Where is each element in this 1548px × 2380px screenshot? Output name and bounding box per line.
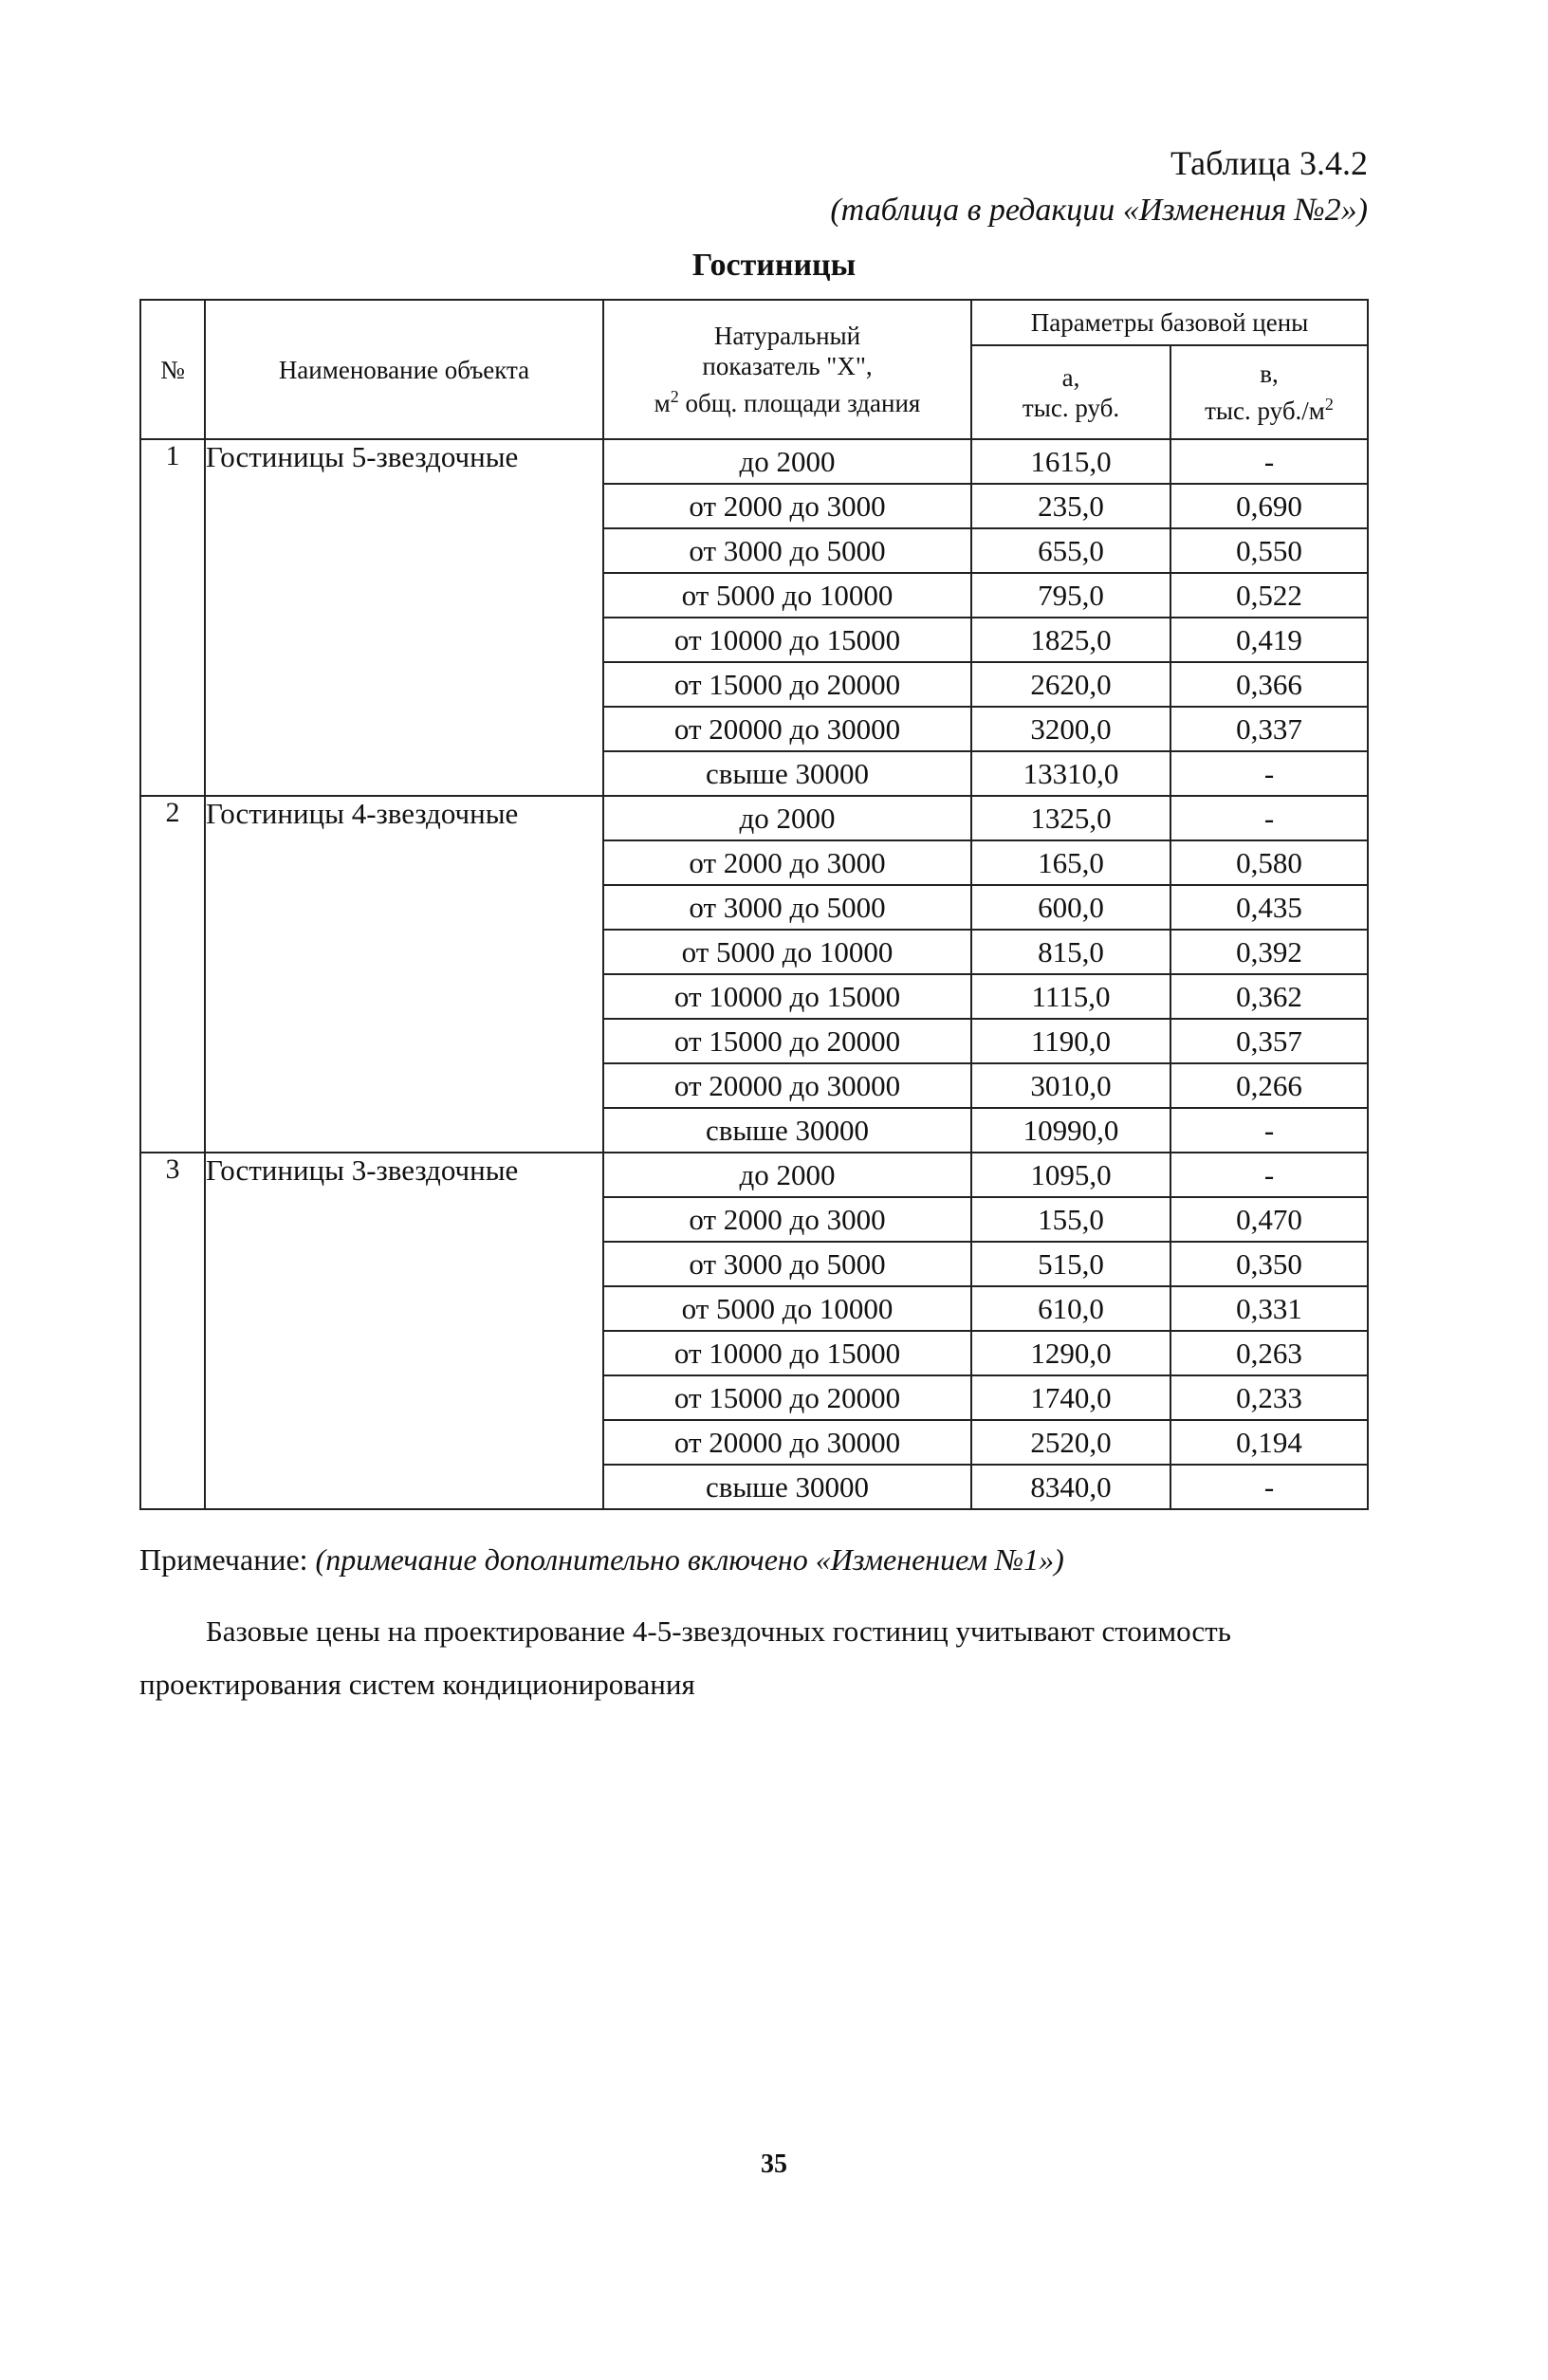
indicator-range: от 10000 до 15000 xyxy=(603,974,971,1019)
page-number: 35 xyxy=(761,2149,787,2179)
param-b-value: 0,331 xyxy=(1170,1286,1368,1331)
row-number: 1 xyxy=(140,439,205,796)
param-b-value: 0,550 xyxy=(1170,528,1368,573)
header-number: № xyxy=(140,300,205,439)
param-b-value: 0,357 xyxy=(1170,1019,1368,1063)
param-b-value: 0,419 xyxy=(1170,618,1368,662)
indicator-range: от 10000 до 15000 xyxy=(603,618,971,662)
object-name: Гостиницы 3-звездочные xyxy=(205,1153,603,1509)
header-object-name: Наименование объекта xyxy=(205,300,603,439)
indicator-range: от 15000 до 20000 xyxy=(603,1019,971,1063)
note-label-text: Примечание: xyxy=(139,1542,316,1577)
header-param-a-line1: а, xyxy=(1061,362,1080,392)
param-a-value: 1115,0 xyxy=(971,974,1170,1019)
indicator-range: от 15000 до 20000 xyxy=(603,1375,971,1420)
indicator-range: от 2000 до 3000 xyxy=(603,840,971,885)
param-b-value: 0,392 xyxy=(1170,930,1368,974)
param-b-value: 0,580 xyxy=(1170,840,1368,885)
table-title: Гостиницы xyxy=(691,248,857,283)
indicator-range: до 2000 xyxy=(603,796,971,840)
header-natural-indicator xyxy=(603,300,971,439)
header-param-b-sup: 2 xyxy=(1324,395,1334,414)
table-row xyxy=(140,1153,1368,1197)
indicator-range: от 20000 до 30000 xyxy=(603,707,971,751)
indicator-range: от 20000 до 30000 xyxy=(603,1063,971,1108)
indicator-range: свыше 30000 xyxy=(603,1108,971,1153)
param-b-value: 0,470 xyxy=(1170,1197,1368,1242)
param-a-value: 1095,0 xyxy=(971,1153,1170,1197)
table-edition-note: (таблица в редакции «Изменения №2») xyxy=(830,193,1368,228)
param-b-value: 0,350 xyxy=(1170,1242,1368,1286)
header-indicator-unit-sup: 2 xyxy=(670,387,679,406)
param-b-value: 0,194 xyxy=(1170,1420,1368,1465)
indicator-range: от 15000 до 20000 xyxy=(603,662,971,707)
table-body xyxy=(140,439,1368,1509)
param-a-value: 13310,0 xyxy=(971,751,1170,796)
param-a-value: 165,0 xyxy=(971,840,1170,885)
header-param-b-line2: тыс. руб./м xyxy=(1205,397,1325,425)
header-param-b-line1: в, xyxy=(1260,360,1279,388)
param-a-value: 1615,0 xyxy=(971,439,1170,484)
param-a-value: 655,0 xyxy=(971,528,1170,573)
object-name: Гостиницы 4-звездочные xyxy=(205,796,603,1153)
param-b-value: - xyxy=(1170,439,1368,484)
indicator-range: от 3000 до 5000 xyxy=(603,1242,971,1286)
param-a-value: 1825,0 xyxy=(971,618,1170,662)
param-b-value: - xyxy=(1170,1108,1368,1153)
indicator-range: свыше 30000 xyxy=(603,1465,971,1509)
header-param-a xyxy=(971,345,1170,439)
param-a-value: 10990,0 xyxy=(971,1108,1170,1153)
param-b-value: - xyxy=(1170,796,1368,840)
header-indicator-line1: Натуральный xyxy=(713,322,861,350)
row-number: 2 xyxy=(140,796,205,1153)
table-row xyxy=(140,796,1368,840)
note-label xyxy=(139,1539,1064,1580)
param-b-value: - xyxy=(1170,1153,1368,1197)
param-b-value: - xyxy=(1170,751,1368,796)
indicator-range: от 5000 до 10000 xyxy=(603,930,971,974)
param-b-value: 0,233 xyxy=(1170,1375,1368,1420)
param-a-value: 3010,0 xyxy=(971,1063,1170,1108)
param-a-value: 815,0 xyxy=(971,930,1170,974)
header-param-a-line2: тыс. руб. xyxy=(1022,393,1120,422)
indicator-range: до 2000 xyxy=(603,439,971,484)
param-a-value: 795,0 xyxy=(971,573,1170,618)
object-name: Гостиницы 5-звездочные xyxy=(205,439,603,796)
header-indicator-line2: показатель "Х", xyxy=(702,352,873,380)
row-number: 3 xyxy=(140,1153,205,1509)
note-label-italic: (примечание дополнительно включено «Изменением №1») xyxy=(315,1542,1064,1577)
param-b-value: 0,435 xyxy=(1170,885,1368,930)
indicator-range: от 2000 до 3000 xyxy=(603,484,971,528)
indicator-range: до 2000 xyxy=(603,1153,971,1197)
param-a-value: 1325,0 xyxy=(971,796,1170,840)
param-b-value: 0,522 xyxy=(1170,573,1368,618)
param-b-value: 0,266 xyxy=(1170,1063,1368,1108)
table-header xyxy=(140,300,1368,439)
indicator-range: от 3000 до 5000 xyxy=(603,528,971,573)
header-indicator-line3: общ. площади здания xyxy=(678,389,921,417)
indicator-range: от 3000 до 5000 xyxy=(603,885,971,930)
param-a-value: 610,0 xyxy=(971,1286,1170,1331)
param-a-value: 600,0 xyxy=(971,885,1170,930)
param-a-value: 1290,0 xyxy=(971,1331,1170,1375)
note-text: Базовые цены на проектирование 4-5-звездочных гостиниц учитывают стоимость проектирования систем кондиционирования xyxy=(139,1614,1231,1701)
price-table xyxy=(139,299,1369,1510)
param-b-value: 0,337 xyxy=(1170,707,1368,751)
param-a-value: 3200,0 xyxy=(971,707,1170,751)
param-a-value: 1740,0 xyxy=(971,1375,1170,1420)
param-a-value: 2520,0 xyxy=(971,1420,1170,1465)
param-a-value: 2620,0 xyxy=(971,662,1170,707)
table-number: Таблица 3.4.2 xyxy=(1170,144,1368,182)
header-base-price-params: Параметры базовой цены xyxy=(971,300,1368,345)
param-a-value: 155,0 xyxy=(971,1197,1170,1242)
header-param-b xyxy=(1170,345,1368,439)
header-indicator-unit: м xyxy=(654,389,671,417)
indicator-range: от 20000 до 30000 xyxy=(603,1420,971,1465)
indicator-range: от 2000 до 3000 xyxy=(603,1197,971,1242)
param-b-value: 0,362 xyxy=(1170,974,1368,1019)
indicator-range: от 5000 до 10000 xyxy=(603,1286,971,1331)
param-b-value: 0,263 xyxy=(1170,1331,1368,1375)
indicator-range: от 5000 до 10000 xyxy=(603,573,971,618)
param-a-value: 1190,0 xyxy=(971,1019,1170,1063)
param-b-value: 0,366 xyxy=(1170,662,1368,707)
param-b-value: 0,690 xyxy=(1170,484,1368,528)
param-a-value: 515,0 xyxy=(971,1242,1170,1286)
param-a-value: 8340,0 xyxy=(971,1465,1170,1509)
param-b-value: - xyxy=(1170,1465,1368,1509)
indicator-range: от 10000 до 15000 xyxy=(603,1331,971,1375)
indicator-range: свыше 30000 xyxy=(603,751,971,796)
table-row xyxy=(140,439,1368,484)
param-a-value: 235,0 xyxy=(971,484,1170,528)
